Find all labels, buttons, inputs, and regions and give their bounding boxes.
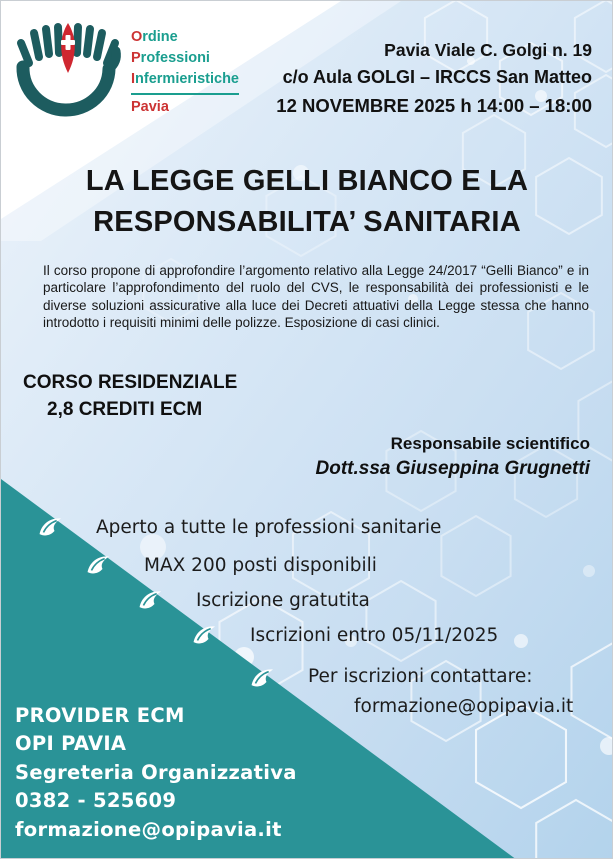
page-title: LA LEGGE GELLI BIANCO E LA RESPONSABILITA’ SANITARIA <box>85 165 529 238</box>
opi-hands-logo-icon <box>13 21 123 117</box>
bullet-text: Aperto a tutte le professioni sanitarie <box>96 517 442 538</box>
bullet-row-contact <box>249 662 573 722</box>
scientific-lead-name: Dott.ssa Giuseppina Grugnetti <box>315 458 590 479</box>
bullet-row <box>191 625 498 646</box>
bullet-row <box>37 517 441 538</box>
course-description: Il corso propone di approfondire l’argomento relativo alla Legge 24/2017 “Gelli Bianco” e in particolare l’approfondimento del ruolo del CVS, le responsabilità dei professionisti e le diverse soluzioni assicurative alla luce dei Decreti attuativi della Legge stessa che hanno introdotto i requisiti minimi delle polizze. Esposizione di casi clinici. <box>43 263 589 330</box>
venue-location: c/o Aula GOLGI – IRCCS San Matteo <box>282 67 592 87</box>
logo-divider <box>131 93 239 95</box>
course-format: CORSO RESIDENZIALE <box>23 372 238 393</box>
venue-block <box>276 37 592 120</box>
opi-logo-text <box>131 21 239 118</box>
pen-bullet-icon <box>83 553 113 578</box>
bullet-text: MAX 200 posti disponibili <box>144 555 377 576</box>
scientific-lead-label: Responsabile scientifico <box>390 434 590 453</box>
logo-city: Pavia <box>131 99 169 115</box>
contact-instruction: Per iscrizioni contattare: <box>308 666 533 687</box>
scientific-lead-block <box>316 432 590 482</box>
provider-email: formazione@opipavia.it <box>15 817 282 841</box>
provider-phone: 0382 - 525609 <box>15 789 177 813</box>
contact-email: formazione@opipavia.it <box>354 696 574 717</box>
bullet-text: Iscrizioni entro 05/11/2025 <box>250 625 499 646</box>
provider-line: OPI PAVIA <box>15 732 127 756</box>
venue-address: Pavia Viale C. Golgi n. 19 <box>384 40 592 60</box>
course-credits: 2,8 CREDITI ECM <box>47 399 203 420</box>
course-info <box>23 369 237 423</box>
bowl-shape <box>23 67 109 110</box>
bullet-row <box>137 590 370 611</box>
logo-line-3: Infermieristiche <box>131 71 239 87</box>
event-date-time: 12 NOVEMBRE 2025 h 14:00 – 18:00 <box>276 95 592 116</box>
opi-logo-block <box>13 21 239 118</box>
bullet-text: Iscrizione gratutita <box>196 590 370 611</box>
logo-line-1: Ordine <box>131 29 178 45</box>
provider-line: PROVIDER ECM <box>15 704 185 727</box>
logo-line-2: Professioni <box>131 50 210 66</box>
pen-bullet-icon <box>189 623 219 648</box>
bullet-row <box>85 555 377 576</box>
provider-line: Segreteria Organizzativa <box>15 760 297 784</box>
pen-bullet-icon <box>135 588 165 613</box>
provider-block <box>15 702 297 844</box>
pen-bullet-icon <box>247 666 277 691</box>
pen-bullet-icon <box>35 515 65 540</box>
